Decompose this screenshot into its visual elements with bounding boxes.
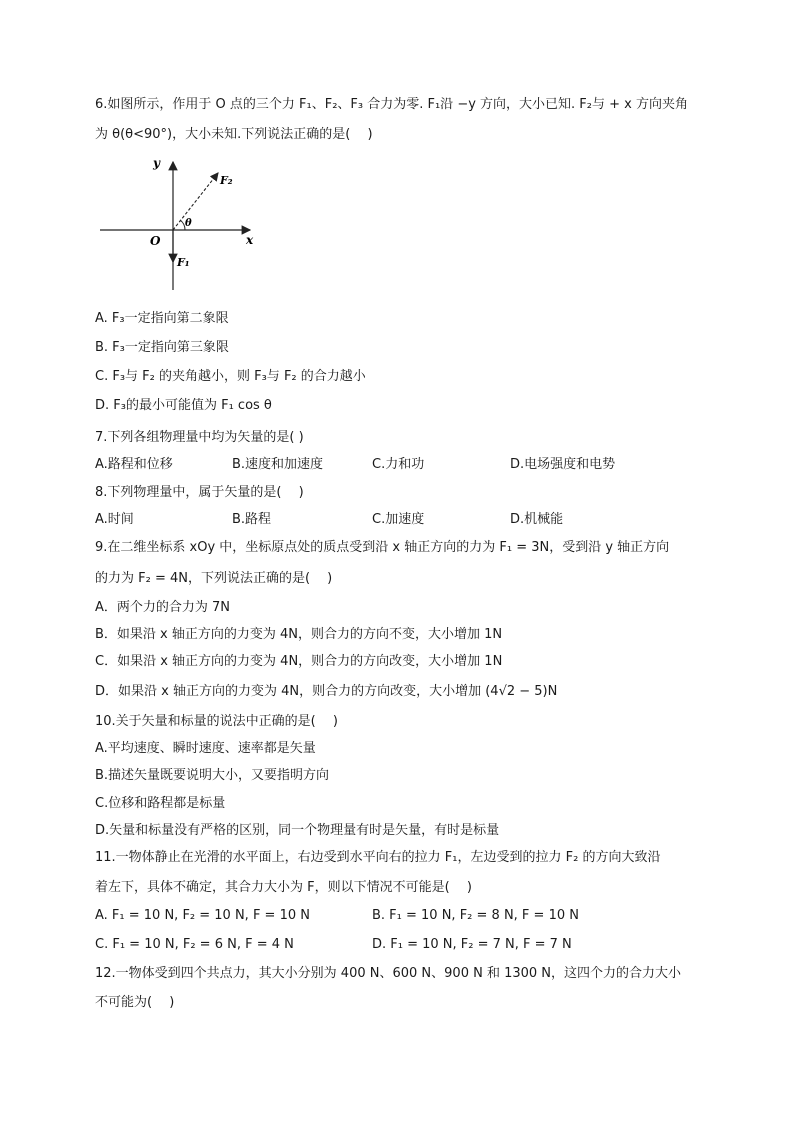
q6-stem-line2: 为 θ(θ<90°)，大小未知.下列说法正确的是( ) xyxy=(95,127,373,142)
q7-option-d: D.电场强度和电势 xyxy=(510,457,616,472)
q11-stem-line2: 着左下，具体不确定，其合力大小为 F，则以下情况不可能是( ) xyxy=(95,880,472,895)
q8-option-a: A.时间 xyxy=(95,512,134,527)
q6-force-diagram xyxy=(95,150,270,300)
q8-option-b: B.路程 xyxy=(232,512,272,527)
x-axis-label: x xyxy=(246,233,254,247)
q11-stem-line1: 11.一物体静止在光滑的水平面上，右边受到水平向右的拉力 F₁，左边受到的拉力 F₂ 的方向大致沿 xyxy=(95,850,661,865)
q8-option-c: C.加速度 xyxy=(372,512,425,527)
q11-options-row1 xyxy=(95,906,695,926)
q11-option-b: B. F₁ = 10 N, F₂ = 8 N, F = 10 N xyxy=(372,908,579,923)
f2-label: F₂ xyxy=(220,174,233,187)
q6-option-b: B. F₃一定指向第三象限 xyxy=(95,340,229,355)
q7-stem: 7.下列各组物理量中均为矢量的是( ) xyxy=(95,430,304,445)
q6-option-d: D. F₃的最小可能值为 F₁ cos θ xyxy=(95,398,272,413)
q10-option-d: D.矢量和标量没有严格的区别，同一个物理量有时是矢量，有时是标量 xyxy=(95,823,500,838)
q12-stem-line1: 12.一物体受到四个共点力，其大小分别为 400 N、600 N、900 N 和 1300 N，这四个力的合力大小 xyxy=(95,966,682,981)
q6-stem-line1: 6.如图所示，作用于 O 点的三个力 F₁、F₂、F₃ 合力为零. F₁沿 −y 方向，大小已知. F₂与 + x 方向夹角 xyxy=(95,97,688,112)
q10-stem: 10.关于矢量和标量的说法中正确的是( ) xyxy=(95,714,338,729)
theta-label: θ xyxy=(185,218,192,229)
q9-stem-line1: 9.在二维坐标系 xOy 中，坐标原点处的质点受到沿 x 轴正方向的力为 F₁ = 3N，受到沿 y 轴正方向 xyxy=(95,540,670,555)
y-axis-label: y xyxy=(153,156,160,170)
origin-label: O xyxy=(150,234,161,248)
q10-option-a: A.平均速度、瞬时速度、速率都是矢量 xyxy=(95,741,316,756)
q10-option-b: B.描述矢量既要说明大小，又要指明方向 xyxy=(95,768,330,783)
q6-option-a: A. F₃一定指向第二象限 xyxy=(95,311,229,326)
q7-option-a: A.路程和位移 xyxy=(95,457,173,472)
f2-vector xyxy=(173,173,218,230)
q8-options xyxy=(95,510,695,530)
q7-option-b: B.速度和加速度 xyxy=(232,457,324,472)
q11-option-a: A. F₁ = 10 N, F₂ = 10 N, F = 10 N xyxy=(95,908,310,923)
q6-option-c: C. F₃与 F₂ 的夹角越小，则 F₃与 F₂ 的合力越小 xyxy=(95,369,366,384)
q8-stem: 8.下列物理量中，属于矢量的是( ) xyxy=(95,485,304,500)
q7-option-c: C.力和功 xyxy=(372,457,425,472)
q11-option-d: D. F₁ = 10 N, F₂ = 7 N, F = 7 N xyxy=(372,937,572,952)
q9-stem-line2: 的力为 F₂ = 4N，下列说法正确的是( ) xyxy=(95,571,333,586)
q9-option-c: C．如果沿 x 轴正方向的力变为 4N，则合力的方向改变，大小增加 1N xyxy=(95,654,503,669)
f1-label: F₁ xyxy=(177,256,190,269)
q12-stem-line2: 不可能为( ) xyxy=(95,995,175,1010)
q11-option-c: C. F₁ = 10 N, F₂ = 6 N, F = 4 N xyxy=(95,937,294,952)
q11-options-row2 xyxy=(95,935,695,955)
q7-options xyxy=(95,455,695,475)
q8-option-d: D.机械能 xyxy=(510,512,564,527)
q9-option-a: A．两个力的合力为 7N xyxy=(95,600,231,615)
q9-option-d: D．如果沿 x 轴正方向的力变为 4N，则合力的方向改变，大小增加 (4√2 − 5)N xyxy=(95,684,558,699)
q10-option-c: C.位移和路程都是标量 xyxy=(95,796,226,811)
q9-option-b: B．如果沿 x 轴正方向的力变为 4N，则合力的方向不变，大小增加 1N xyxy=(95,627,503,642)
